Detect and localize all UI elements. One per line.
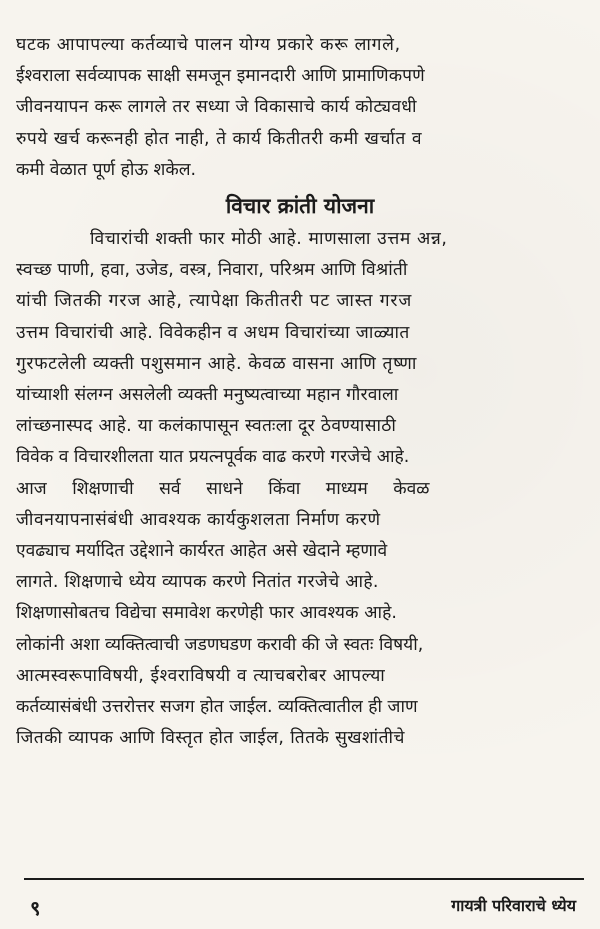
text-line: ईश्वराला सर्वव्यापक साक्षी समजून इमानदारी आणि प्रामाणिकपणे bbox=[16, 66, 425, 87]
text-line: आत्मस्वरूपाविषयी, ईश्वराविषयी व त्याचबरोबर आपल्या bbox=[16, 665, 386, 686]
text-line: यांची जितकी गरज आहे, त्यापेक्षा कितीतरी पट जास्त गरज bbox=[16, 291, 413, 312]
text-line: लागते. शिक्षणाचे ध्येय व्यापक करणे नितांत गरजेचे आहे. bbox=[16, 572, 379, 593]
text-line: शिक्षणासोबतच विद्येचा समावेश करणेही फार आवश्यक आहे. bbox=[16, 603, 398, 624]
paragraph-vichar-kranti bbox=[16, 224, 584, 754]
text-line: घटक आपापल्या कर्तव्याचे पालन योग्य प्रकारे करू लागले, bbox=[16, 35, 401, 55]
text-line: विचारांची शक्ती फार मोठी आहे. माणसाला उत्तम अन्न, bbox=[90, 229, 448, 250]
text-line: एवढ्याच मर्यादित उद्देशाने कार्यरत आहेत असे खेदाने म्हणावे bbox=[16, 541, 388, 562]
page-number: ९ bbox=[30, 896, 41, 920]
text-line: यांच्याशी संलग्न असलेली व्यक्ती मनुष्यत्वाच्या महान गौरवाला bbox=[16, 385, 399, 406]
text-line: स्वच्छ पाणी, हवा, उजेड, वस्त्र, निवारा, परिश्रम आणि विश्रांती bbox=[16, 260, 408, 281]
text-line: कर्तव्यासंबंधी उत्तरोत्तर सजग होत जाईल. व्यक्तित्वातील ही जाण bbox=[16, 697, 418, 718]
text-line: जीवनयापनासंबंधी आवश्यक कार्यकुशलता निर्माण करणे bbox=[16, 509, 381, 530]
text-line: कमी वेळात पूर्ण होऊ शकेल. bbox=[16, 159, 197, 180]
text-line: जितकी व्यापक आणि विस्तृत होत जाईल, तितके सुखशांतीचे bbox=[16, 728, 405, 749]
text-line: आज शिक्षणाची सर्व साधने किंवा माध्यम केवळ bbox=[16, 478, 430, 499]
paragraph-continued bbox=[16, 30, 584, 186]
text-line: उत्तम विचारांची आहे. विवेकहीन व अधम विचारांच्या जाळ्यात bbox=[16, 322, 410, 343]
text-line: जीवनयापन करू लागले तर सध्या जे विकासाचे कार्य कोट्यवधी bbox=[16, 97, 417, 118]
text-line: लोकांनी अशा व्यक्तित्वाची जडणघडण करावी की जे स्वतः विषयी, bbox=[16, 634, 424, 655]
text-line: गुरफटलेली व्यक्ती पशुसमान आहे. केवळ वासना आणि तृष्णा bbox=[16, 353, 417, 374]
running-title: गायत्री परिवाराचे ध्येय bbox=[451, 896, 576, 915]
footer-divider bbox=[24, 878, 584, 880]
text-line: विवेक व विचारशीलता यात प्रयत्नपूर्वक वाढ करणे गरजेचे आहे. bbox=[16, 447, 410, 468]
section-heading: विचार क्रांती योजना bbox=[225, 194, 375, 219]
text-line: रुपये खर्च करूनही होत नाही, ते कार्य कितीतरी कमी खर्चात व bbox=[16, 128, 423, 149]
text-line: लांच्छनास्पद आहे. या कलंकापासून स्वतःला दूर ठेवण्यासाठी bbox=[16, 416, 397, 437]
